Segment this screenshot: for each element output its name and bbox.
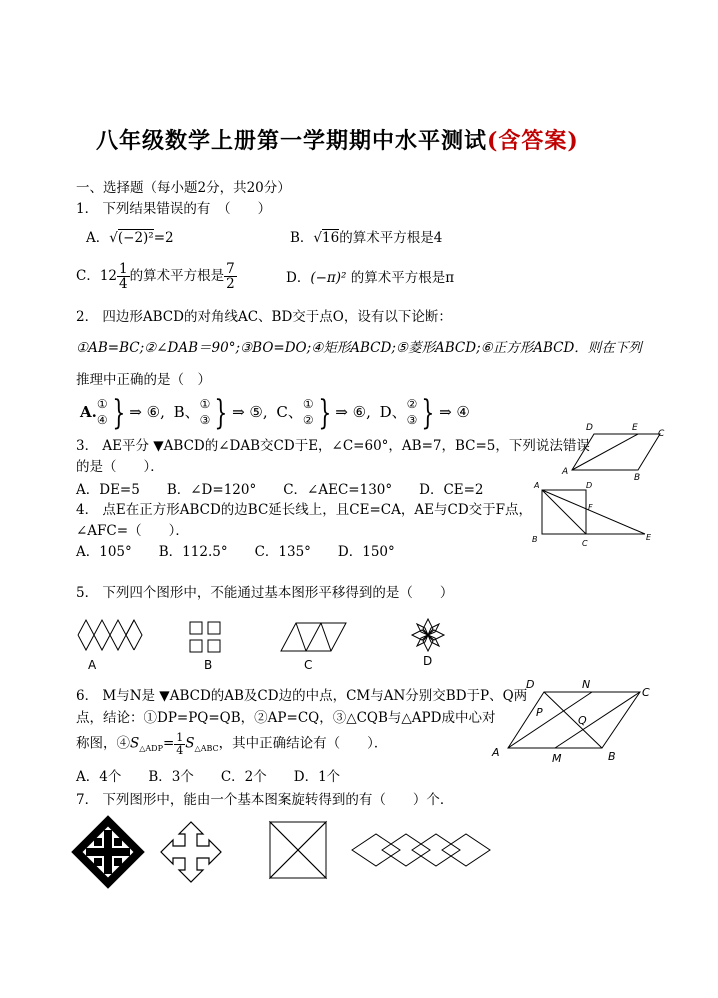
q3-line2: 的是（ ）． (76, 459, 164, 475)
q7-figure-1-ornament (71, 815, 145, 889)
q5-label-c: C (304, 658, 313, 672)
q2-statements: ①AB=BC;②∠DAB＝90°;③BO=DO;④矩形ABCD;⑤菱形ABCD;⑥正方形ABCD．则在下列 (76, 340, 642, 356)
q5-label-d: D (423, 654, 433, 668)
q4-label-c: C (582, 539, 588, 548)
q1-stem: 1． 下列结果错误的有 （ ） (76, 201, 272, 217)
q5-stem: 5． 下列四个图形中，不能通过基本图形平移得到的是（ ） (76, 585, 454, 601)
q6-label-m: M (552, 752, 562, 765)
q6-label-d: D (526, 678, 535, 691)
q7-figure-2-arrows (161, 822, 221, 882)
q4-label-e: E (646, 533, 652, 542)
q5-figure-a-diamonds (78, 620, 142, 650)
q6-line1: 6． M与N是 ▼ABCD的AB及CD边的中点，CM与AN分别交BD于P、Q两 (76, 688, 528, 704)
q3-label-d: D (586, 423, 593, 433)
page-title: 八年级数学上册第一学期期中水平测试(含答案) (96, 128, 579, 154)
q7-figure-3-bowtie (270, 822, 326, 878)
q2-stem: 2． 四边形ABCD的对角线AC、BD交于点O，设有以下论断： (76, 309, 452, 325)
q6-options: A．4个 B．3个 C．2个 D．1个 (76, 769, 341, 785)
q6-label-q: Q (578, 714, 587, 727)
q3-label-b: B (634, 473, 641, 483)
q3-options: A．DE=5 B．∠D=120° C．∠AEC=130° D．CE=2 (76, 482, 484, 498)
q7-figure-4-diamond-chain (352, 834, 490, 866)
q6-label-a: A (492, 746, 500, 759)
q4-square-figure (530, 478, 660, 548)
q1-option-c: C．12 $\frac{1}{4}$ 的算术平方根是 $\frac{7}{2}$ (76, 261, 235, 293)
q5-figure-c-triangles (281, 623, 346, 651)
title-answer-note: (含答案) (487, 128, 579, 154)
q4-label-a: A (534, 481, 540, 490)
q3-line1: 3． AE平分 ▼ABCD的∠DAB交CD于E，∠C=60°，AB=7，BC=5，下列说法错误 (76, 438, 590, 454)
q4-label-f: F (588, 503, 593, 512)
q3-label-c: C (658, 429, 665, 439)
q3-label-e: E (632, 423, 638, 433)
q7-stem: 7． 下列图形中，能由一个基本图案旋转得到的有（ ）个． (76, 792, 454, 808)
q1-option-a: A．√(−2)²=2 (86, 230, 174, 246)
q6-label-b: B (608, 750, 616, 763)
q4-options: A．105° B．112.5° C．135° D．150° (76, 544, 395, 560)
q5-figures (76, 615, 476, 675)
q2-options: A. ① ④ } ⇒ ⑥, B、 ① ③ } ⇒ ⑤, C、 ① ② } ⇒ ⑥, D、 ② ③ } ⇒ ④ (80, 393, 470, 433)
q6-line2: 点，结论：①DP=PQ=QB，②AP=CQ，③△CQB与△APD成中心对 (76, 710, 496, 726)
q4-label-b: B (532, 535, 538, 544)
q5-label-b: B (204, 658, 213, 672)
section-heading: 一、选择题（每小题2分，共20分） (76, 180, 291, 196)
q6-parallelogram-figure (490, 676, 660, 766)
q4-line2: ∠AFC=（ ）． (76, 523, 189, 539)
q2-question: 推理中正确的是（ ） (76, 372, 211, 388)
q6-label-n: N (582, 678, 591, 691)
q5-figure-b-squares (190, 622, 220, 652)
q5-figure-d-flower (412, 619, 444, 651)
q5-label-a: A (88, 658, 97, 672)
q1-option-d: D．(−π)² 的算术平方根是π (286, 270, 455, 286)
q6-line3: 称图，$④S_{\triangle ADP}=$ $\frac{1}{4}$ $S_{\triangle ABC}$，其中正确结论有（ ）． (76, 731, 388, 757)
q4-line1: 4． 点E在正方形ABCD的边BC延长线上，且CE=CA，AE与CD交于F点， (76, 502, 533, 518)
q4-label-d: D (586, 481, 593, 490)
q6-label-p: P (536, 706, 543, 719)
q3-label-a: A (562, 467, 569, 477)
q6-label-c: C (642, 686, 650, 699)
q3-parallelogram-figure (560, 420, 670, 485)
q7-figures (76, 820, 496, 890)
q1-option-b: B．√16的算术平方根是4 (290, 230, 443, 246)
